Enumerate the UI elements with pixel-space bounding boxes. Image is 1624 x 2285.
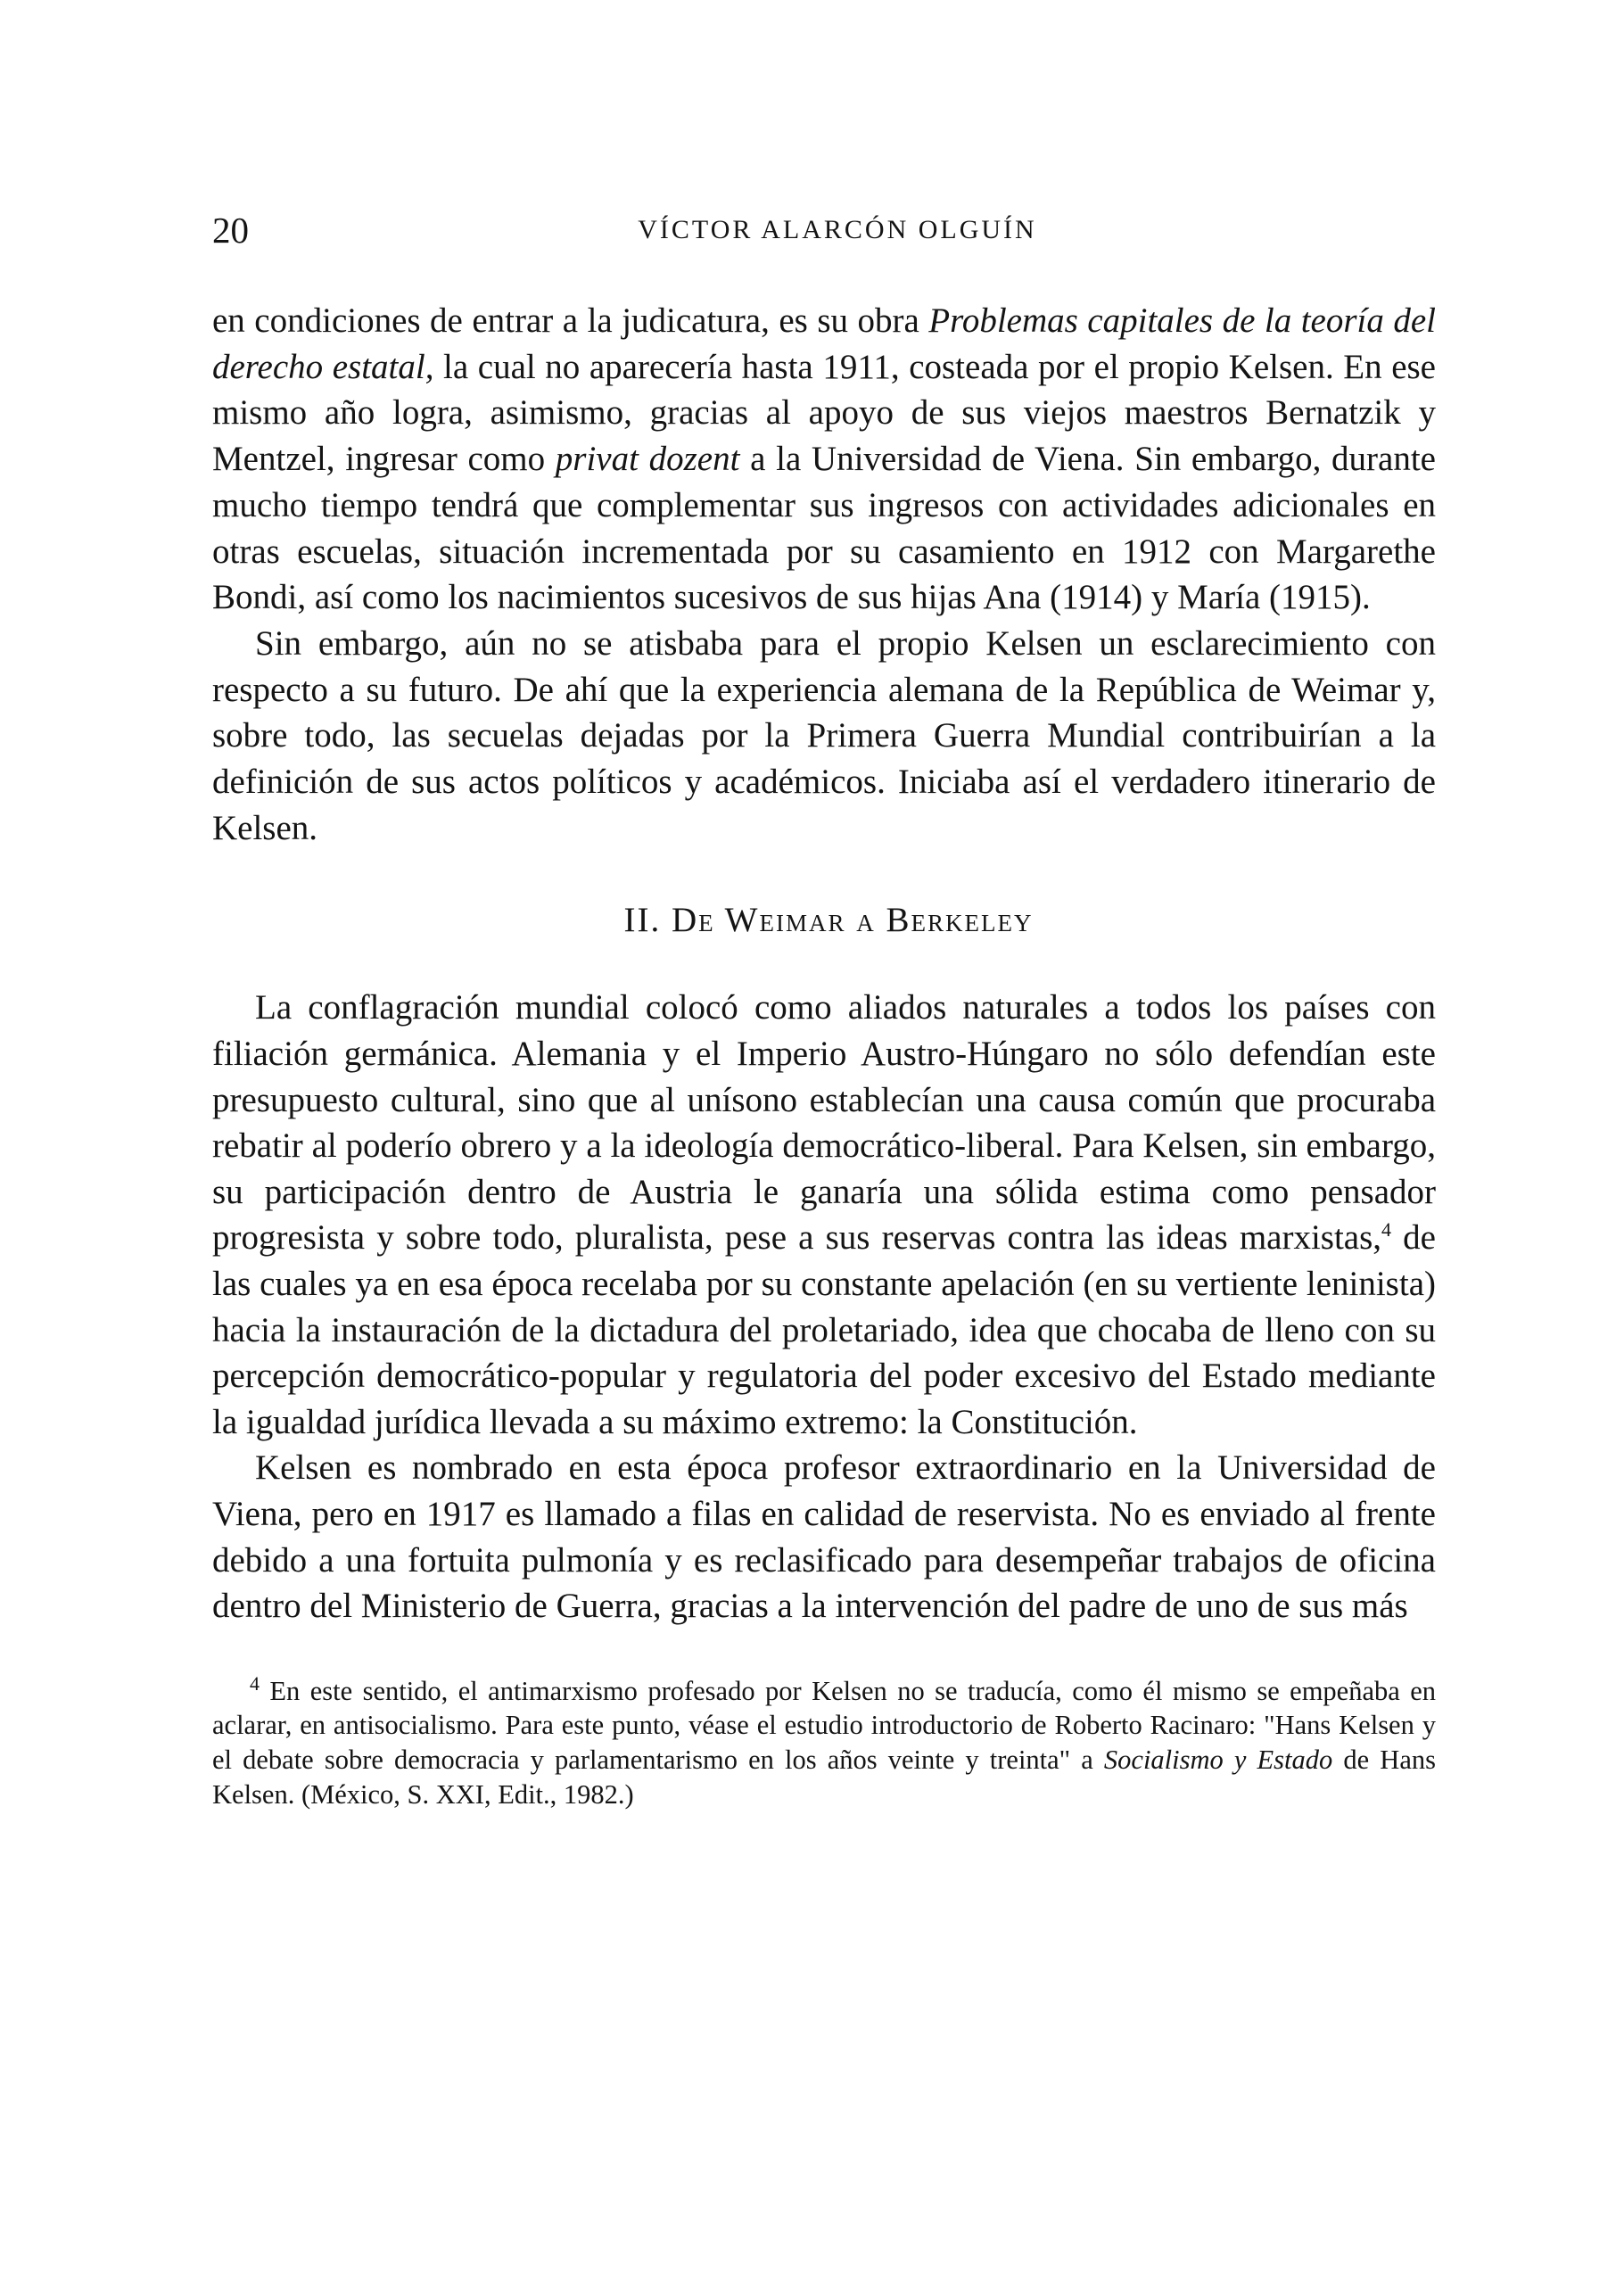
footnote-reference[interactable]: 4 [1381, 1218, 1392, 1241]
footnote-4 [212, 1671, 1436, 1811]
footnote-book-title: Socialismo y Estado [1103, 1744, 1333, 1775]
footnotes [212, 1671, 1436, 1811]
paragraph-1-text-c: a la Universidad de Viena. Sin embargo, durante mucho tiempo tendrá que complementar sus ingresos con actividades adicionales en otras escuelas, situación incrementada por su casamiento en 1912 con Margarethe Bondi, así como los nacimientos sucesivos de sus hijas Ana (1914) y María (1915). [212, 440, 1436, 617]
paragraph-4: Kelsen es nombrado en esta época profesor extraordinario en la Universidad de Viena, pero en 1917 es llamado a filas en calidad de reservista. No es enviado al frente debido a una fortuita pulmonía y es reclasificado para desempeñar trabajos de oficina dentro del Ministerio de Guerra, gracias a la intervención del padre de uno de sus más [212, 1448, 1436, 1626]
section-2 [212, 985, 1436, 1629]
body-text [212, 298, 1436, 1811]
paragraph-3-text-b: de las cuales ya en esa época recelaba por su constante apelación (en su vertiente leninista) hacia la instauración de la dictadura del proletariado, idea que chocaba de lleno con su percepción democrático-popular y regulatoria del poder excesivo del Estado mediante la igualdad jurídica llevada a su máximo extremo: la Constitución. [212, 1218, 1436, 1441]
paragraph-1 [212, 298, 1436, 621]
paragraph-3 [212, 985, 1436, 1445]
term-privat-dozent: privat dozent [555, 440, 740, 479]
footnote-text-b: de Hans Kelsen. (México, S. XXI, Edit., 1982.) [212, 1744, 1436, 1810]
paragraph-3-text-a: La conflagración mundial colocó como aliados naturales a todos los países con filiación germánica. Alemania y el Imperio Austro-Húngaro no sólo defendían este presupuesto cultural, sino que al unísono establecían una causa común que procuraba rebatir al poderío obrero y a la ideología democrático-liberal. Para Kelsen, sin embargo, su participación dentro de Austria le ganaría una sólida estima como pensador progresista y sobre todo, pluralista, pese a sus reservas contra las ideas marxistas, [212, 988, 1436, 1258]
page-header [212, 203, 1436, 257]
paragraph-2: Sin embargo, aún no se atisbaba para el propio Kelsen un esclarecimiento con respecto a su futuro. De ahí que la experiencia alemana de la República de Weimar y, sobre todo, las secuelas dejadas por la Primera Guerra Mundial contribuirían a la definición de sus actos políticos y académicos. Iniciaba así el verdadero itinerario de Kelsen. [212, 623, 1436, 847]
page-number: 20 [212, 210, 249, 251]
running-head: VÍCTOR ALARCÓN OLGUÍN [638, 215, 1037, 244]
section-heading: II. De Weimar a Berkeley [623, 901, 1034, 940]
book-title-problemas: Problemas capitales de la teoría del derecho estatal, [212, 301, 1437, 386]
footnote-marker: 4 [250, 1671, 260, 1695]
paragraph-1-text-a: en condiciones de entrar a la judicatura, es su obra [212, 301, 929, 340]
footnote-text-a: En este sentido, el antimarxismo profesado por Kelsen no se traducía, como él mismo se empeñaba en aclarar, en antisocialismo. Para este punto, véase el estudio introductorio de Roberto Racinaro: "Hans Kelsen y el debate sobre democracia y parlamentarismo en los años veinte y treinta" a [212, 1675, 1436, 1775]
paragraph-1-text-b: la cual no aparecería hasta 1911, costeada por el propio Kelsen. En ese mismo año logra, asimismo, gracias al apoyo de sus viejos maestros Bernatzik y Mentzel, ingresar como [212, 347, 1436, 479]
